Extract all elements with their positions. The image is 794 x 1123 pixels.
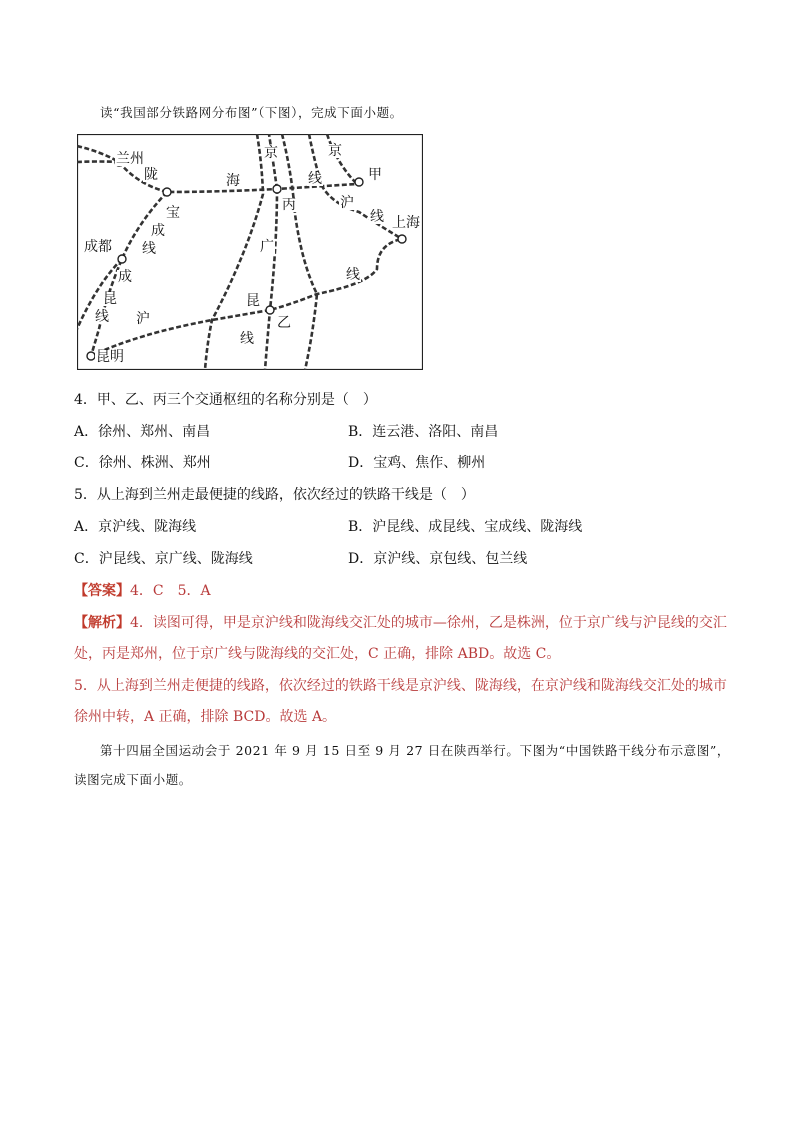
label-kunming: 昆明 xyxy=(96,349,124,365)
label-cheng-2: 成 xyxy=(118,269,132,285)
label-jing-2: 京 xyxy=(328,143,342,159)
label-shanghai: 上海 xyxy=(392,215,420,231)
analysis-tag: 【解析】 xyxy=(74,615,130,631)
label-xian-2: 线 xyxy=(95,309,109,325)
label-xian-4: 线 xyxy=(370,209,384,225)
analysis-text-4: 徐州中转，A 正确，排除 BCD。故选 A。 xyxy=(74,709,337,725)
label-xian-1: 线 xyxy=(142,241,156,257)
q4-option-c[interactable]: C．徐州、株洲、郑州 xyxy=(74,455,211,471)
analysis-text-2: 处，丙是郑州，位于京广线与陇海线的交汇处，C 正确，排除 ABD。故选 C。 xyxy=(74,646,561,662)
label-jia: 甲 xyxy=(368,167,382,183)
node-yi xyxy=(266,306,274,314)
label-xian-3: 线 xyxy=(308,171,322,187)
q4-option-b[interactable]: B．连云港、洛阳、南昌 xyxy=(348,424,499,440)
q5-option-b[interactable]: B．沪昆线、成昆线、宝成线、陇海线 xyxy=(348,519,583,535)
label-long: 陇 xyxy=(144,167,158,183)
label-lanzhou: 兰州 xyxy=(116,151,144,167)
q5-stem: 5．从上海到兰州走最便捷的线路，依次经过的铁路干线是（ ） xyxy=(74,487,475,503)
intro-text: 读“我国部分铁路网分布图”（下图），完成下面小题。 xyxy=(100,105,403,120)
label-kun-1: 昆 xyxy=(103,291,117,307)
q5-option-c[interactable]: C．沪昆线、京广线、陇海线 xyxy=(74,551,253,567)
label-hai: 海 xyxy=(226,173,240,189)
q4-option-a[interactable]: A．徐州、郑州、南昌 xyxy=(74,424,211,440)
analysis-text-3: 5．从上海到兰州走便捷的线路，依次经过的铁路干线是京沪线、陇海线，在京沪线和陇海线交汇处的城市 xyxy=(74,678,727,694)
analysis-line-1 xyxy=(74,612,727,632)
railway-map xyxy=(77,134,423,370)
label-kun-2: 昆 xyxy=(246,293,260,309)
answer-text: 4．C 5．A xyxy=(130,583,211,599)
label-chengdu: 成都 xyxy=(84,239,112,255)
label-yi: 乙 xyxy=(277,315,291,331)
label-jing-1: 京 xyxy=(264,145,278,161)
node-jia xyxy=(355,178,363,186)
intro2-line-1: 第十四届全国运动会于 2021 年 9 月 15 日至 9 月 27 日在陕西举行。下图为“中国铁路干线分布示意图”， xyxy=(100,743,730,758)
analysis-text-1: 4．读图可得，甲是京沪线和陇海线交汇处的城市—徐州，乙是株洲，位于京广线与沪昆线的交汇 xyxy=(130,615,727,631)
q4-stem: 4．甲、乙、丙三个交通枢纽的名称分别是（ ） xyxy=(74,392,377,408)
label-bao: 宝 xyxy=(166,205,180,221)
q4-option-d[interactable]: D．宝鸡、焦作、柳州 xyxy=(348,455,486,471)
node-shanghai xyxy=(398,235,406,243)
label-guang: 广 xyxy=(260,239,274,255)
q5-option-a[interactable]: A．京沪线、陇海线 xyxy=(74,519,197,535)
label-bing: 丙 xyxy=(282,197,296,213)
node-baoji xyxy=(163,188,171,196)
answer-tag: 【答案】 xyxy=(74,583,130,599)
label-xian-6: 线 xyxy=(240,331,254,347)
label-hu-1: 沪 xyxy=(136,311,150,327)
label-cheng-1: 成 xyxy=(151,223,165,239)
label-hu-2: 沪 xyxy=(340,195,354,211)
node-bing xyxy=(273,185,281,193)
node-chengdu xyxy=(118,255,126,263)
node-kunming xyxy=(87,352,95,360)
answer-line xyxy=(74,580,211,600)
label-xian-5: 线 xyxy=(346,267,360,283)
intro2-line-2: 读图完成下面小题。 xyxy=(74,772,192,787)
q5-option-d[interactable]: D．京沪线、京包线、包兰线 xyxy=(348,551,528,567)
